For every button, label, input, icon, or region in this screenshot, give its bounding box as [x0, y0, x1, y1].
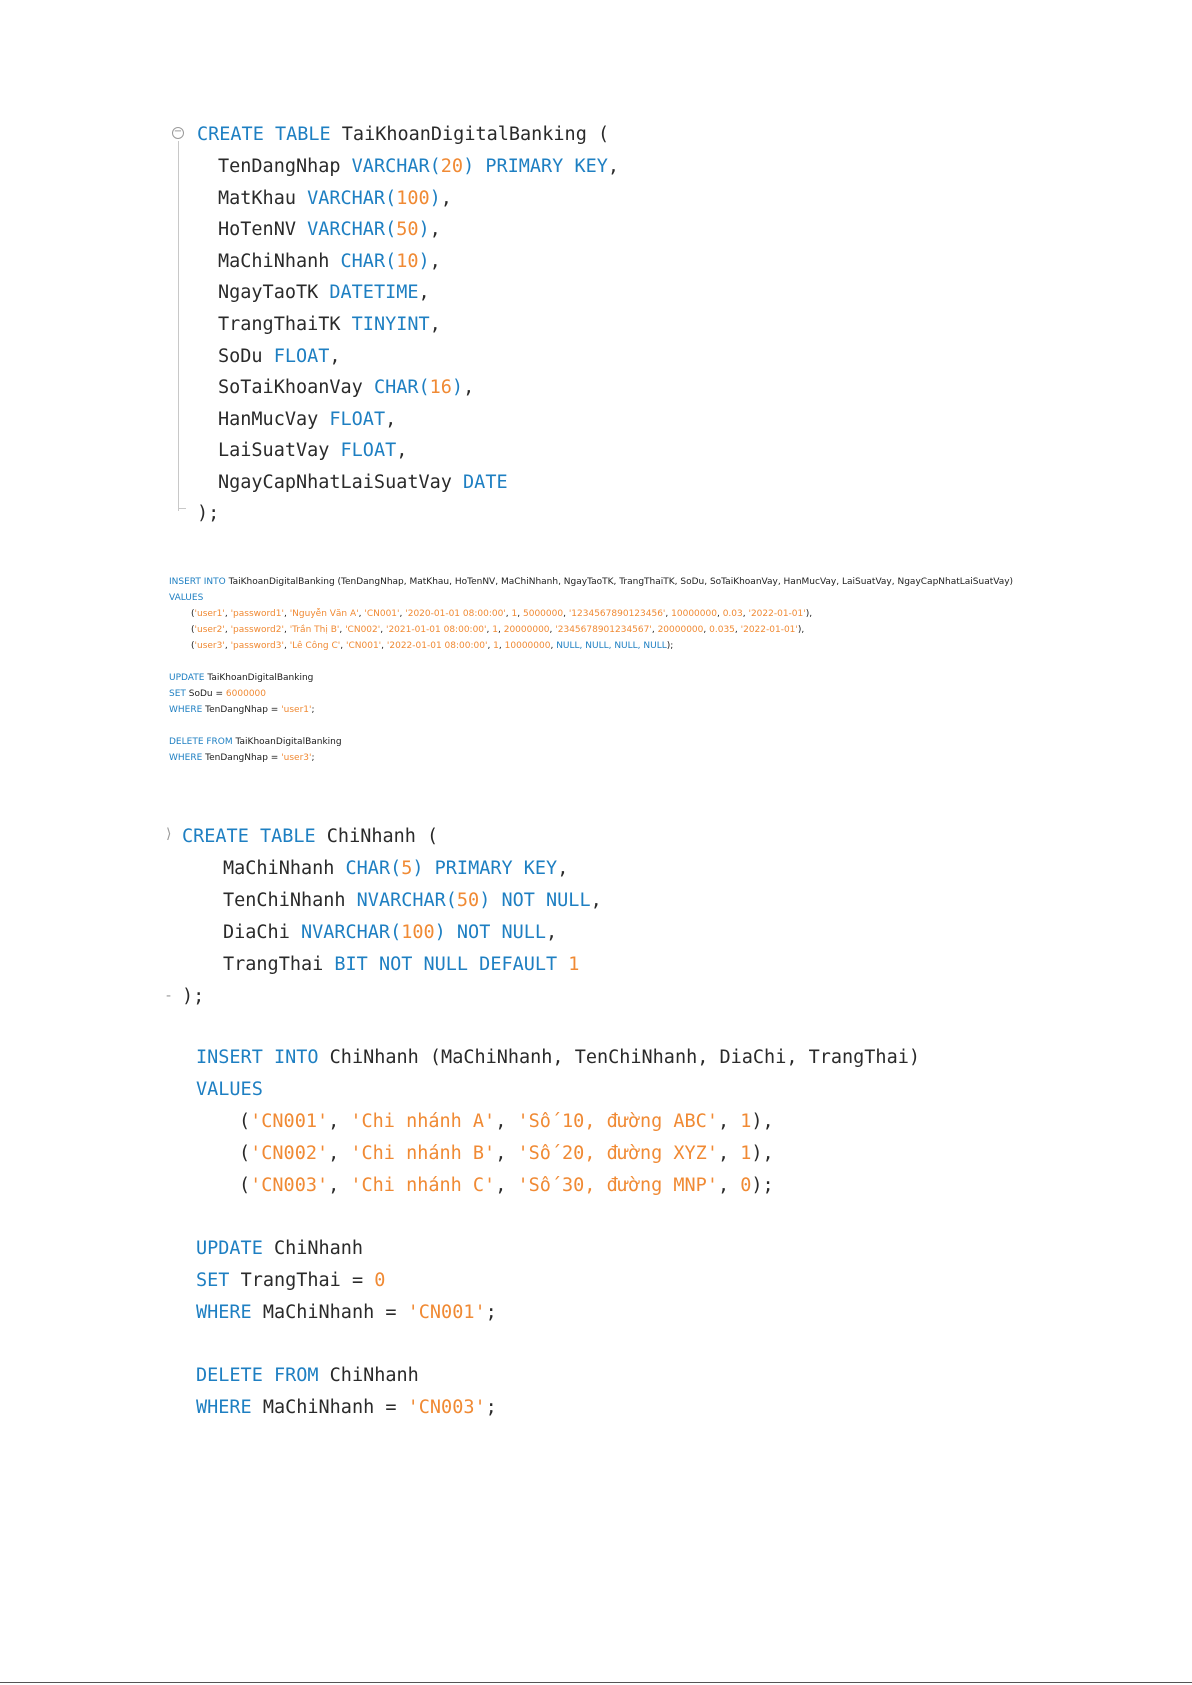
close-paren: ); [197, 503, 220, 524]
column-def: TrangThaiTK TINYINT, [218, 314, 441, 335]
value-row: ('user1', 'password1', 'Nguyễn Văn A', 'CN001', '2020-01-01 08:00:00', 1, 5000000, '1234567890123456', 10000000, 0.03, '2022-01-01'), [191, 609, 813, 619]
column-def: MaChiNhanh CHAR(10), [218, 250, 441, 272]
sql-keyword: SET [196, 1270, 230, 1291]
delete-line: DELETE FROM ChiNhanh [196, 1365, 419, 1386]
fold-guide [178, 141, 179, 511]
sql-keyword: UPDATE [196, 1238, 263, 1259]
page-bottom-rule [0, 1682, 1192, 1683]
sql-keyword: WHERE [196, 1302, 252, 1323]
paren: ( [597, 124, 610, 145]
sql-keyword: DELETE FROM [169, 737, 233, 747]
sql-keyword: VALUES [169, 593, 204, 603]
create-table-line [197, 124, 609, 145]
set-line: SET SoDu = 6000000 [169, 689, 267, 699]
column-def: LaiSuatVay FLOAT, [218, 440, 408, 462]
create-table-line: CREATE TABLE ChiNhanh ( [182, 826, 439, 847]
update-line: UPDATE ChiNhanh [196, 1238, 364, 1259]
sql-keyword: INSERT INTO [169, 577, 226, 587]
where-line: WHERE TenDangNhap = 'user3'; [169, 753, 315, 763]
collapse-icon[interactable]: − [173, 126, 183, 137]
column-def: HanMucVay FLOAT, [218, 408, 397, 430]
column-def: HoTenNV VARCHAR(50), [218, 219, 441, 241]
set-line: SET TrangThai = 0 [196, 1270, 386, 1291]
fold-end-marker: - [166, 988, 172, 1004]
column-def: TenDangNhap VARCHAR(20) PRIMARY KEY, [218, 156, 620, 177]
where-line: WHERE TenDangNhap = 'user1'; [169, 705, 315, 715]
table-name: TaiKhoanDigitalBanking [341, 124, 587, 145]
insert-line: INSERT INTO TaiKhoanDigitalBanking (TenDangNhap, MatKhau, HoTenNV, MaChiNhanh, NgayTaoTK, TrangThaiTK, SoDu, SoTaiKhoanVay, HanMucVay, LaiSuatVay, NgayCapNhatLaiSuatVay) [169, 577, 1014, 587]
column-def: SoTaiKhoanVay CHAR(16), [218, 377, 475, 399]
sql-keyword: CREATE TABLE [197, 124, 331, 145]
sql-keyword: UPDATE [169, 673, 205, 683]
sql-keyword: VALUES [196, 1079, 263, 1100]
column-def: NgayCapNhatLaiSuatVay DATE [218, 472, 508, 493]
where-line: WHERE MaChiNhanh = 'CN001'; [196, 1302, 497, 1323]
column-def: NgayTaoTK DATETIME, [218, 282, 430, 304]
sql-keyword: DELETE FROM [196, 1365, 319, 1386]
value-row: ('CN002', 'Chi nhánh B', 'Số 20, đường XYZ', 1), [239, 1143, 774, 1164]
column-def: DiaChi NVARCHAR(100) NOT NULL, [223, 922, 558, 943]
values-line [169, 593, 203, 603]
column-def: SoDu FLOAT, [218, 345, 341, 367]
value-row: ('CN001', 'Chi nhánh A', 'Số 10, đường ABC', 1), [239, 1111, 774, 1132]
update-line: UPDATE TaiKhoanDigitalBanking [169, 673, 314, 683]
column-def: TrangThai BIT NOT NULL DEFAULT 1 [223, 954, 580, 975]
delete-line: DELETE FROM TaiKhoanDigitalBanking [169, 737, 342, 747]
value-row: ('CN003', 'Chi nhánh C', 'Số 30, đường MNP', 0); [239, 1175, 774, 1196]
column-def: TenChiNhanh NVARCHAR(50) NOT NULL, [223, 890, 602, 911]
sql-keyword: CREATE TABLE [182, 826, 316, 847]
sql-keyword: INSERT INTO [196, 1047, 319, 1068]
close-paren: ); [182, 986, 205, 1007]
fold-guide-end [178, 508, 186, 509]
insert-line: INSERT INTO ChiNhanh (MaChiNhanh, TenChiNhanh, DiaChi, TrangThai) [196, 1047, 920, 1068]
value-row: ('user2', 'password2', 'Trần Thị B', 'CN002', '2021-01-01 08:00:00', 1, 20000000, '2345678901234567', 20000000, 0.035, '2022-01-01'), [191, 625, 805, 635]
fold-marker-icon[interactable]: ⟩ [166, 826, 172, 842]
sql-keyword: WHERE [169, 705, 203, 715]
column-def: MaChiNhanh CHAR(5) PRIMARY KEY, [223, 858, 569, 879]
column-def: MatKhau VARCHAR(100), [218, 187, 452, 209]
value-row: ('user3', 'password3', 'Lê Công C', 'CN001', '2022-01-01 08:00:00', 1, 10000000, NULL, NULL, NULL, NULL); [191, 641, 674, 651]
sql-keyword: WHERE [169, 753, 203, 763]
values-line [196, 1079, 263, 1100]
where-line: WHERE MaChiNhanh = 'CN003'; [196, 1397, 497, 1418]
sql-keyword: WHERE [196, 1397, 252, 1418]
sql-keyword: SET [169, 689, 186, 699]
table-name: ChiNhanh [326, 826, 416, 847]
